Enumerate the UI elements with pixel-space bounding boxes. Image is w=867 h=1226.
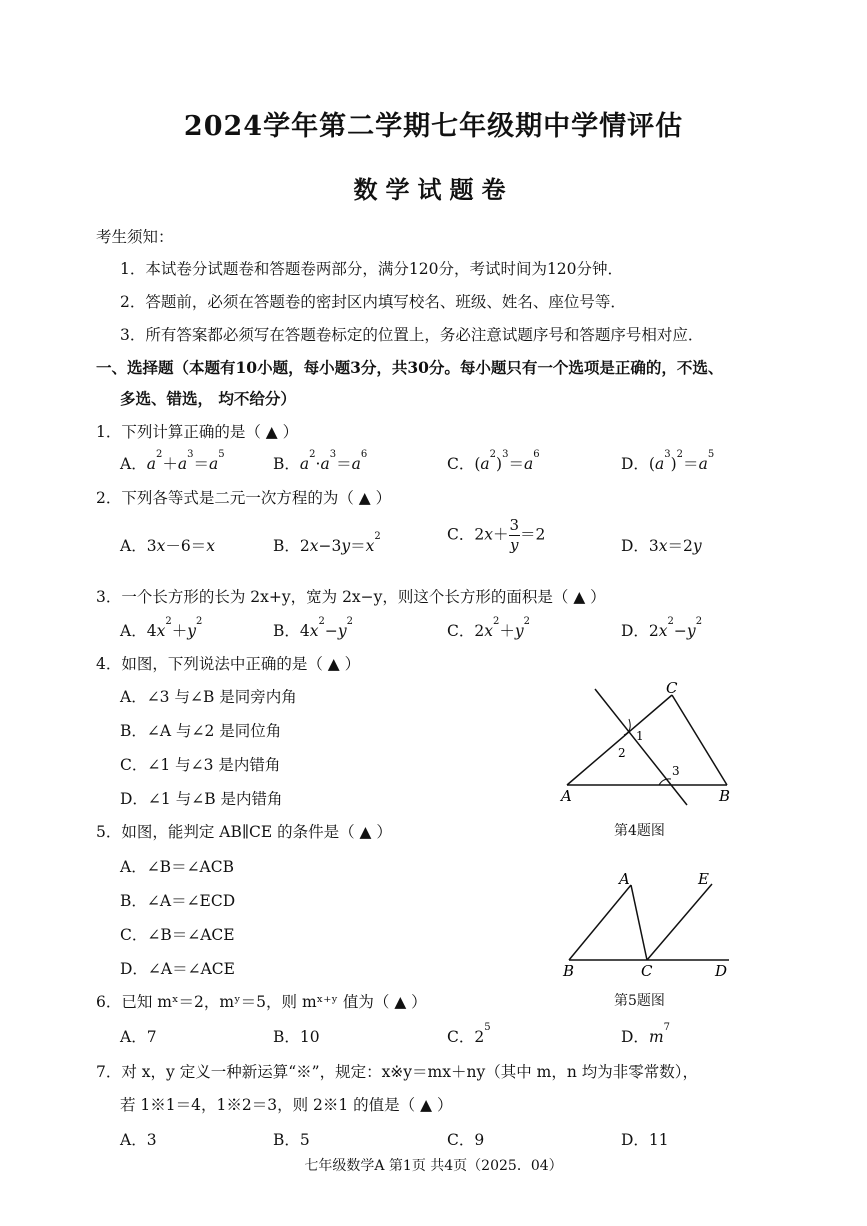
question-7-stem: 7．对 x，y 定义一种新运算“※”，规定：x※y＝mx＋ny（其中 m，n 均为非零常数）， <box>96 1063 699 1081</box>
label-b: B <box>719 787 731 805</box>
q3-option-a: A．$4x^2+y^2$ <box>120 616 203 640</box>
q6-option-a: A．7 <box>120 1028 157 1046</box>
label-c: C <box>666 679 678 697</box>
transversal-line <box>595 689 687 805</box>
label-b: B <box>563 962 575 980</box>
q4-option-c: C．∠1 与∠3 是内错角 <box>120 756 281 774</box>
question-6-stem: 6．已知 mˣ＝2，mʸ＝5，则 mˣ⁺ʸ 值为（ ▲ ） <box>96 993 427 1011</box>
q7-option-b: B．5 <box>273 1131 310 1149</box>
q4-option-b: B．∠A 与∠2 是同位角 <box>120 722 282 740</box>
label-c: C <box>641 962 653 980</box>
label-angle-1: 1 <box>636 729 644 743</box>
q7-option-d: D．11 <box>621 1131 669 1149</box>
notice-item: 1．本试卷分试题卷和答题卷两部分，满分120分，考试时间为120分钟． <box>120 260 624 278</box>
question-7-stem-cont: 若 1※1＝4，1※2＝3，则 2※1 的值是（ ▲ ） <box>120 1096 453 1114</box>
q3-option-b: B．$4x^2-y^2$ <box>273 616 354 640</box>
figure-5-caption: 第5题图 <box>614 993 665 1009</box>
q7-option-a: A．3 <box>120 1131 157 1149</box>
q5-option-c: C．∠B＝∠ACE <box>120 926 235 944</box>
q7-option-c: C．9 <box>447 1131 485 1149</box>
line-cb <box>672 695 727 785</box>
figure-5-diagram <box>555 868 745 983</box>
q5-option-d: D．∠A＝∠ACE <box>120 960 235 978</box>
fraction: $\frac{3}{y}$ <box>509 516 520 554</box>
q3-option-d: D．$2x^2-y^2$ <box>621 616 703 640</box>
q2-option-a: A．3x－6＝x <box>120 537 215 555</box>
label-a: A <box>561 787 572 805</box>
q4-option-a: A．∠3 与∠B 是同旁内角 <box>120 688 297 706</box>
exam-subtitle: 数学试题卷 <box>353 175 514 204</box>
exam-title: 2024学年第二学期七年级期中学情评估 <box>183 111 684 142</box>
question-1-stem: 1．下列计算正确的是（ ▲ ） <box>96 423 299 441</box>
section-heading-cont: 多选、错选， 均不给分） <box>120 389 296 408</box>
q5-option-a: A．∠B＝∠ACB <box>120 858 235 876</box>
q1-option-c: C．$(a^2)^3=a^6$ <box>447 449 540 473</box>
q5-option-b: B．∠A＝∠ECD <box>120 892 236 910</box>
figure-4-caption: 第4题图 <box>614 823 665 839</box>
label-angle-2: 2 <box>618 746 626 760</box>
q6-option-b: B．10 <box>273 1028 320 1046</box>
q6-option-c: C．$2^5$ <box>447 1022 491 1046</box>
q2-option-b: B．$2x-3y=x^2$ <box>273 531 381 555</box>
line-ce <box>647 884 712 960</box>
q3-option-c: C．$2x^2+y^2$ <box>447 616 531 640</box>
line-ac <box>631 885 647 960</box>
label-angle-3: 3 <box>672 764 680 778</box>
q1-option-b: B．$a^2\cdot a^3=a^6$ <box>273 449 368 473</box>
q6-option-d: D．$m^7$ <box>621 1022 671 1046</box>
label-a: A <box>619 870 630 888</box>
notice-item: 2．答题前，必须在答题卷的密封区内填写校名、班级、姓名、座位号等． <box>120 293 626 311</box>
question-2-stem: 2．下列各等式是二元一次方程的为（ ▲ ） <box>96 489 392 507</box>
notice-item: 3．所有答案都必须写在答题卷标定的位置上，务必注意试题序号和答题序号相对应． <box>120 326 704 344</box>
q2-option-c: C．2x＋ $\frac{3}{y}$ ＝2 <box>447 516 546 554</box>
page-footer: 七年级数学A 第1页 共4页（2025．04） <box>304 1158 563 1174</box>
q2-option-d: D．3x＝2y <box>621 537 702 555</box>
notice-heading: 考生须知： <box>96 228 174 246</box>
line-ba <box>569 885 631 960</box>
q1-option-d: D．$(a^3)^2=a^5$ <box>621 449 715 473</box>
line-ac <box>567 695 672 785</box>
question-5-stem: 5．如图，能判定 AB∥CE 的条件是（ ▲ ） <box>96 823 392 841</box>
q4-option-d: D．∠1 与∠B 是内错角 <box>120 790 283 808</box>
section-heading: 一、选择题（本题有10小题，每小题3分，共30分。每小题只有一个选项是正确的，不选、 <box>96 358 724 377</box>
q1-option-a: A．$a^2+a^3=a^5$ <box>120 449 225 473</box>
label-d: D <box>715 962 728 980</box>
question-4-stem: 4．如图，下列说法中正确的是（ ▲ ） <box>96 655 361 673</box>
figure-4-diagram <box>555 675 755 815</box>
label-e: E <box>698 870 709 888</box>
question-3-stem: 3．一个长方形的长为 2x+y，宽为 2x−y，则这个长方形的面积是（ ▲ ） <box>96 588 606 606</box>
